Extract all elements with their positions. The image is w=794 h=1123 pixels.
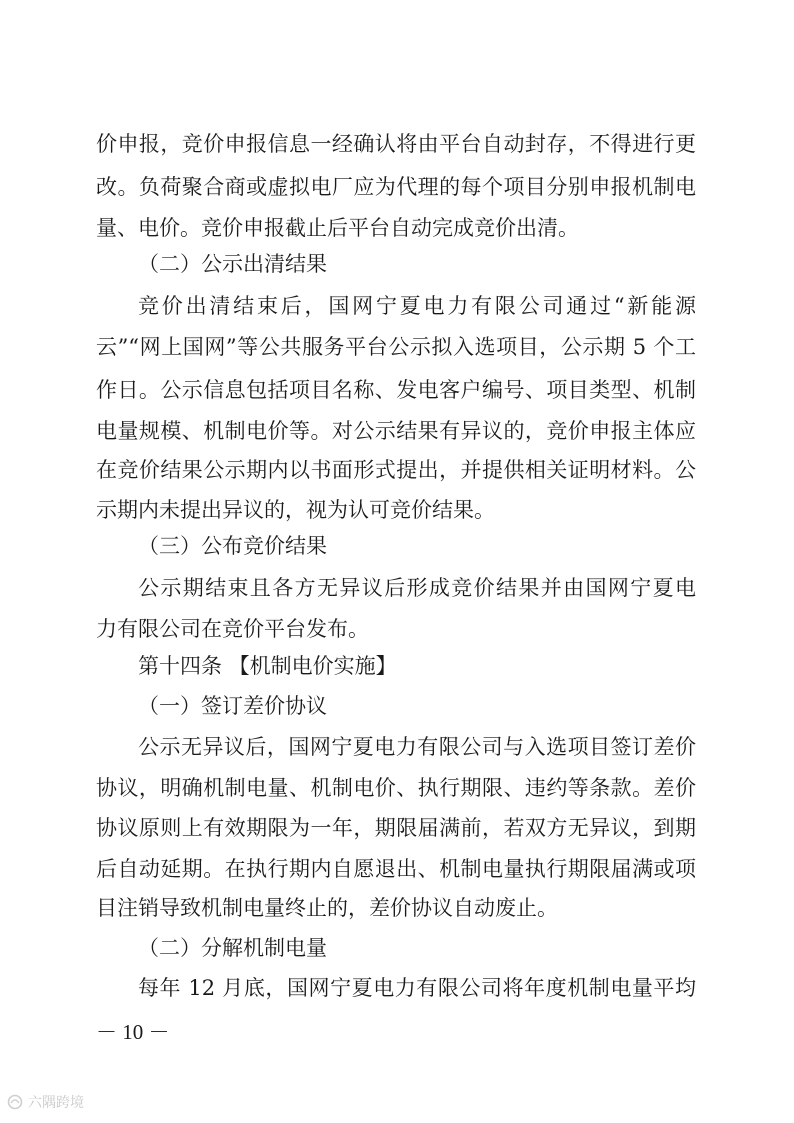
body-text-line: 目注销导致机制电量终止的，差价协议自动废止。: [96, 896, 558, 920]
body-text-line: 协议，明确机制电量、机制电价、执行期限、违约等条款。差价: [96, 776, 696, 800]
body-text-line: 示期内未提出异议的，视为认可竞价结果。: [96, 498, 495, 522]
section-heading: （二）公示出清结果: [138, 252, 327, 276]
body-text-line: 在竞价结果公示期内以书面形式提出，并提供相关证明材料。公: [96, 458, 696, 482]
body-text-line: 协议原则上有效期限为一年，期限届满前，若双方无异议，到期: [96, 816, 696, 840]
body-text-line: 云”“网上国网”等公共服务平台公示拟入选项目，公示期 5 个工: [96, 335, 696, 359]
body-text-line: 公示无异议后，国网宁夏电力有限公司与入选项目签订差价: [138, 735, 696, 759]
page-number: － 10 －: [96, 1020, 170, 1044]
body-text-line: 改。负荷聚合商或虚拟电厂应为代理的每个项目分别申报机制电: [96, 175, 696, 199]
section-heading: （一）签订差价协议: [138, 694, 327, 718]
body-text-line: 电量规模、机制电价等。对公示结果有异议的，竞价申报主体应: [96, 419, 696, 443]
body-text-line: 价申报，竞价申报信息一经确认将由平台自动封存，不得进行更: [96, 132, 696, 156]
article-heading: 第十四条 【机制电价实施】: [138, 654, 397, 678]
watermark-text: 六隅跨境: [28, 1095, 84, 1111]
watermark-logo-icon: [6, 1094, 24, 1110]
body-text-line: 力有限公司在竞价平台发布。: [96, 617, 369, 641]
body-text-line: 公示期结束且各方无异议后形成竞价结果并由国网宁夏电: [138, 576, 696, 600]
body-text-line: 后自动延期。在执行期内自愿退出、机制电量执行期限届满或项: [96, 857, 696, 881]
body-text-line: 量、电价。竞价申报截止后平台自动完成竞价出清。: [96, 216, 579, 240]
section-heading: （三）公布竞价结果: [138, 534, 327, 558]
section-heading: （二）分解机制电量: [138, 936, 327, 960]
body-text-line: 竞价出清结束后，国网宁夏电力有限公司通过“新能源: [138, 294, 696, 318]
watermark: [6, 1092, 84, 1112]
body-text-line: 每年 12 月底，国网宁夏电力有限公司将年度机制电量平均: [138, 976, 696, 1000]
body-text-line: 作日。公示信息包括项目名称、发电客户编号、项目类型、机制: [96, 378, 696, 402]
